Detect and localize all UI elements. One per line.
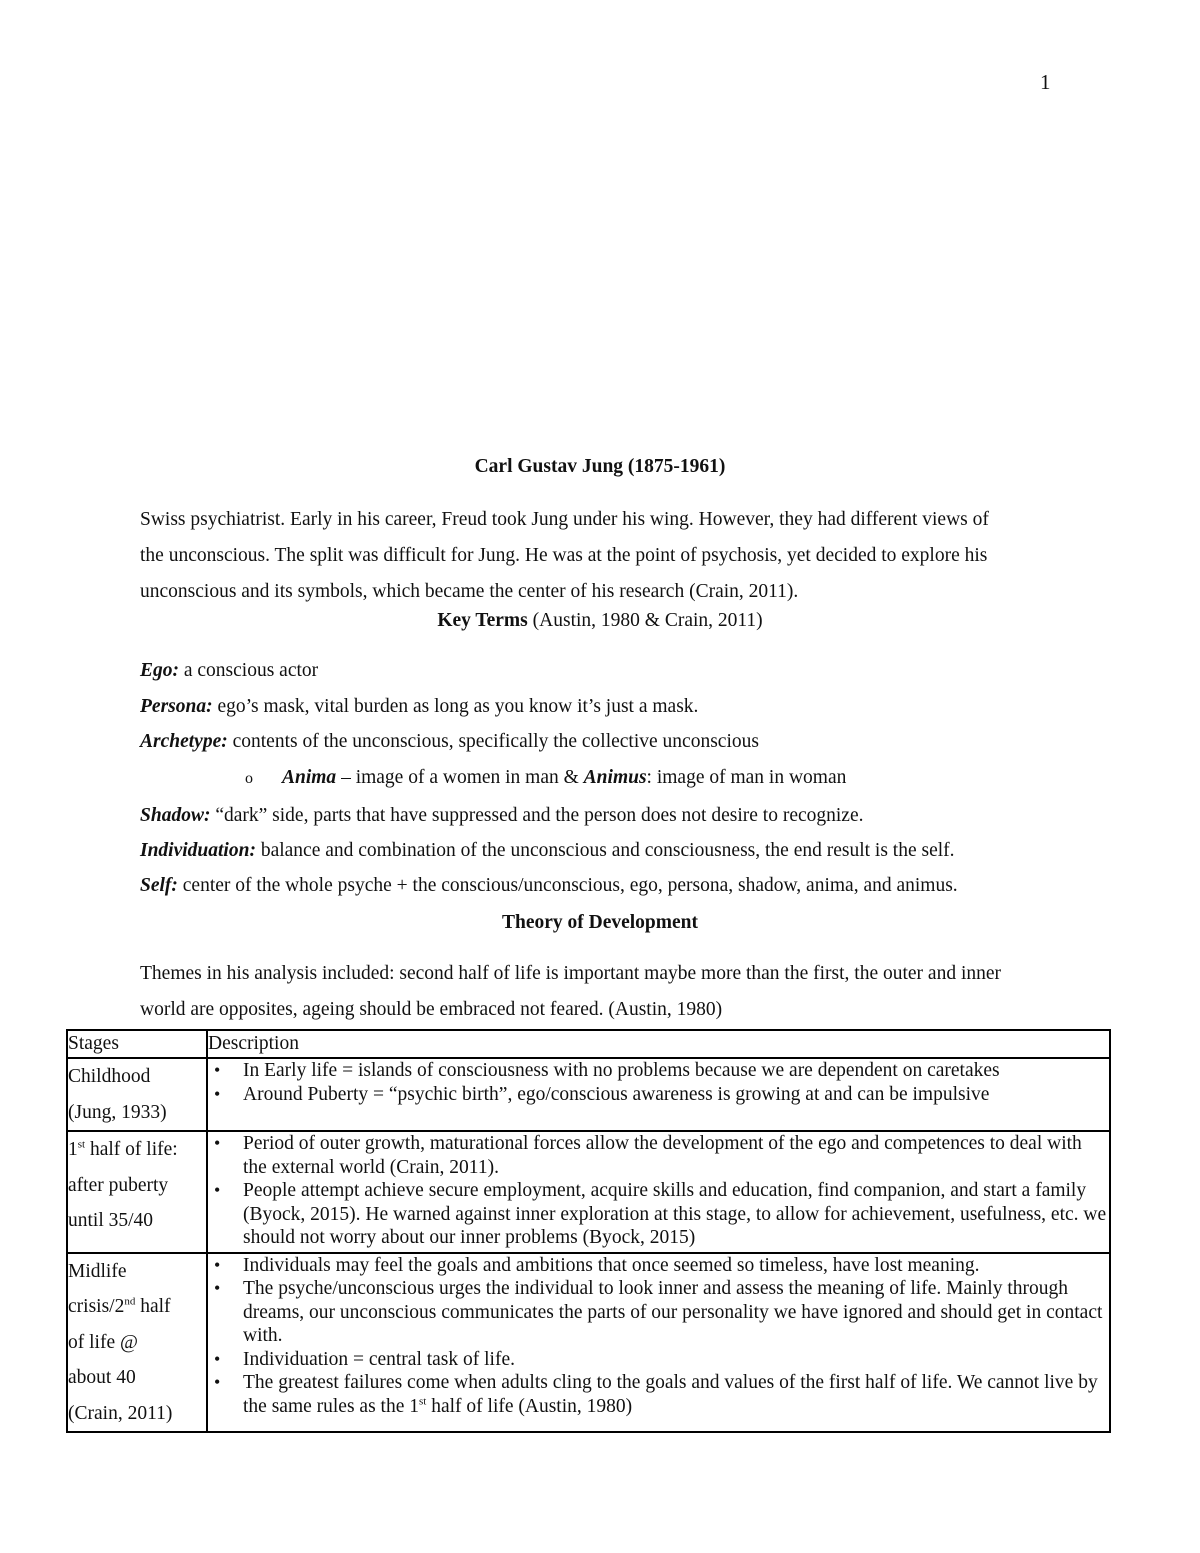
- stage-line: of life @: [68, 1331, 138, 1353]
- theory-heading: Theory of Development: [501, 912, 699, 933]
- stage-line: crisis/2nd half: [68, 1295, 171, 1317]
- term-individuation: [140, 840, 1100, 862]
- term-shadow: [140, 805, 1100, 827]
- term-name: Self:: [140, 875, 178, 896]
- term-definition: a conscious actor: [179, 660, 319, 681]
- bullet-item: • Individuals may feel the goals and ambitions that once seemed so timeless, have lost meaning.: [208, 1254, 1109, 1278]
- bullet-item: • In Early life = islands of consciousness with no problems because we are dependent on caretakes: [208, 1059, 1109, 1083]
- document-title: Carl Gustav Jung (1875-1961): [474, 456, 726, 477]
- term-definition: center of the whole psyche + the conscious/unconscious, ego, persona, shadow, anima, and animus.: [177, 875, 958, 896]
- themes-paragraph: [140, 956, 1070, 1028]
- term-name: Individuation:: [140, 840, 256, 861]
- term-definition: : image of man in woman: [646, 767, 847, 788]
- term-definition: ego’s mask, vital burden as long as you know it’s just a mask.: [212, 696, 699, 717]
- intro-line: unconscious and its symbols, which became the center of his research (Crain, 2011).: [140, 581, 799, 602]
- header-description: Description: [207, 1030, 1110, 1058]
- term-name: Shadow:: [140, 805, 211, 826]
- term-definition: balance and combination of the unconscious and consciousness, the end result is the self.: [255, 840, 955, 861]
- header-stages: Stages: [67, 1030, 207, 1058]
- description-cell: [207, 1253, 1110, 1433]
- bullet-item: • Period of outer growth, maturational forces allow the development of the ego and competences to deal with the external world (Crain, 2011).: [208, 1132, 1109, 1179]
- intro-line: the unconscious. The split was difficult for Jung. He was at the point of psychosis, yet decided to explore his: [140, 545, 988, 566]
- intro-line: Swiss psychiatrist. Early in his career, Freud took Jung under his wing. However, they had different views of: [140, 509, 989, 530]
- term-name: Anima: [282, 767, 337, 788]
- page-number: 1: [1040, 70, 1051, 94]
- bullet-item: • The psyche/unconscious urges the individual to look inner and assess the meaning of life. Mainly through dreams, our unconscious communicates the parts of our personality we have ignored and should get in contact with.: [208, 1277, 1109, 1348]
- stage-line: Childhood: [68, 1066, 151, 1087]
- stage-cell: [67, 1058, 207, 1131]
- term-name: Archetype:: [140, 731, 228, 752]
- bullet-item: • Around Puberty = “psychic birth”, ego/conscious awareness is growing at and can be impulsive: [208, 1083, 1109, 1107]
- term-persona: [140, 696, 1100, 718]
- stage-line: after puberty: [68, 1174, 169, 1196]
- term-ego: [140, 660, 1100, 682]
- key-terms-label: Key Terms: [437, 610, 528, 631]
- stage-line: about 40: [68, 1367, 136, 1388]
- key-terms-heading: [0, 610, 1200, 632]
- stages-table: [66, 1029, 1111, 1433]
- term-self: [140, 875, 1100, 897]
- term-name: Persona:: [140, 696, 213, 717]
- themes-line: Themes in his analysis included: second half of life is important maybe more than the first, the outer and inner: [140, 963, 1002, 984]
- stage-line: (Crain, 2011): [68, 1402, 173, 1424]
- themes-line: world are opposites, ageing should be embraced not feared. (Austin, 1980): [140, 999, 723, 1020]
- bullet-list: [208, 1254, 1109, 1421]
- bullet-list: [208, 1132, 1109, 1252]
- table-row: [67, 1058, 1110, 1131]
- stage-cell: [67, 1131, 207, 1253]
- description-cell: [207, 1058, 1110, 1131]
- table-header-row: [67, 1030, 1110, 1058]
- term-anima-animus: [245, 767, 846, 789]
- sub-bullet-marker: o: [245, 770, 253, 787]
- stage-line: Midlife: [68, 1260, 127, 1282]
- key-terms-citation: (Austin, 1980 & Crain, 2011): [527, 610, 763, 631]
- stage-line: 1st half of life:: [68, 1138, 178, 1160]
- description-cell: [207, 1131, 1110, 1253]
- term-name: Ego:: [140, 660, 179, 681]
- stage-cell: [67, 1253, 207, 1433]
- term-archetype: [140, 731, 1100, 753]
- table-row: [67, 1253, 1110, 1433]
- bullet-list: [208, 1059, 1109, 1108]
- term-definition: “dark” side, parts that have suppressed and the person does not desire to recognize.: [210, 805, 864, 826]
- bullet-item: • The greatest failures come when adults cling to the goals and values of the first half of life. We cannot live by the same rules as the 1st half of life (Austin, 1980): [208, 1371, 1109, 1418]
- stage-line: until 35/40: [68, 1210, 154, 1231]
- bullet-item: • Individuation = central task of life.: [208, 1348, 1109, 1372]
- stage-line: (Jung, 1933): [68, 1101, 167, 1123]
- table-row: [67, 1131, 1110, 1253]
- intro-paragraph: [140, 502, 1070, 610]
- bullet-item: • People attempt achieve secure employment, acquire skills and education, find companion, and start a family (Byock, 2015). He warned against inner exploration at this stage, to allow for achievement, usefulness, etc. we should not worry about our inner problems (Byock, 2015): [208, 1179, 1109, 1250]
- term-definition: – image of a women in man &: [336, 767, 584, 788]
- term-name: Animus: [583, 767, 647, 788]
- term-definition: contents of the unconscious, specifically the collective unconscious: [227, 731, 759, 752]
